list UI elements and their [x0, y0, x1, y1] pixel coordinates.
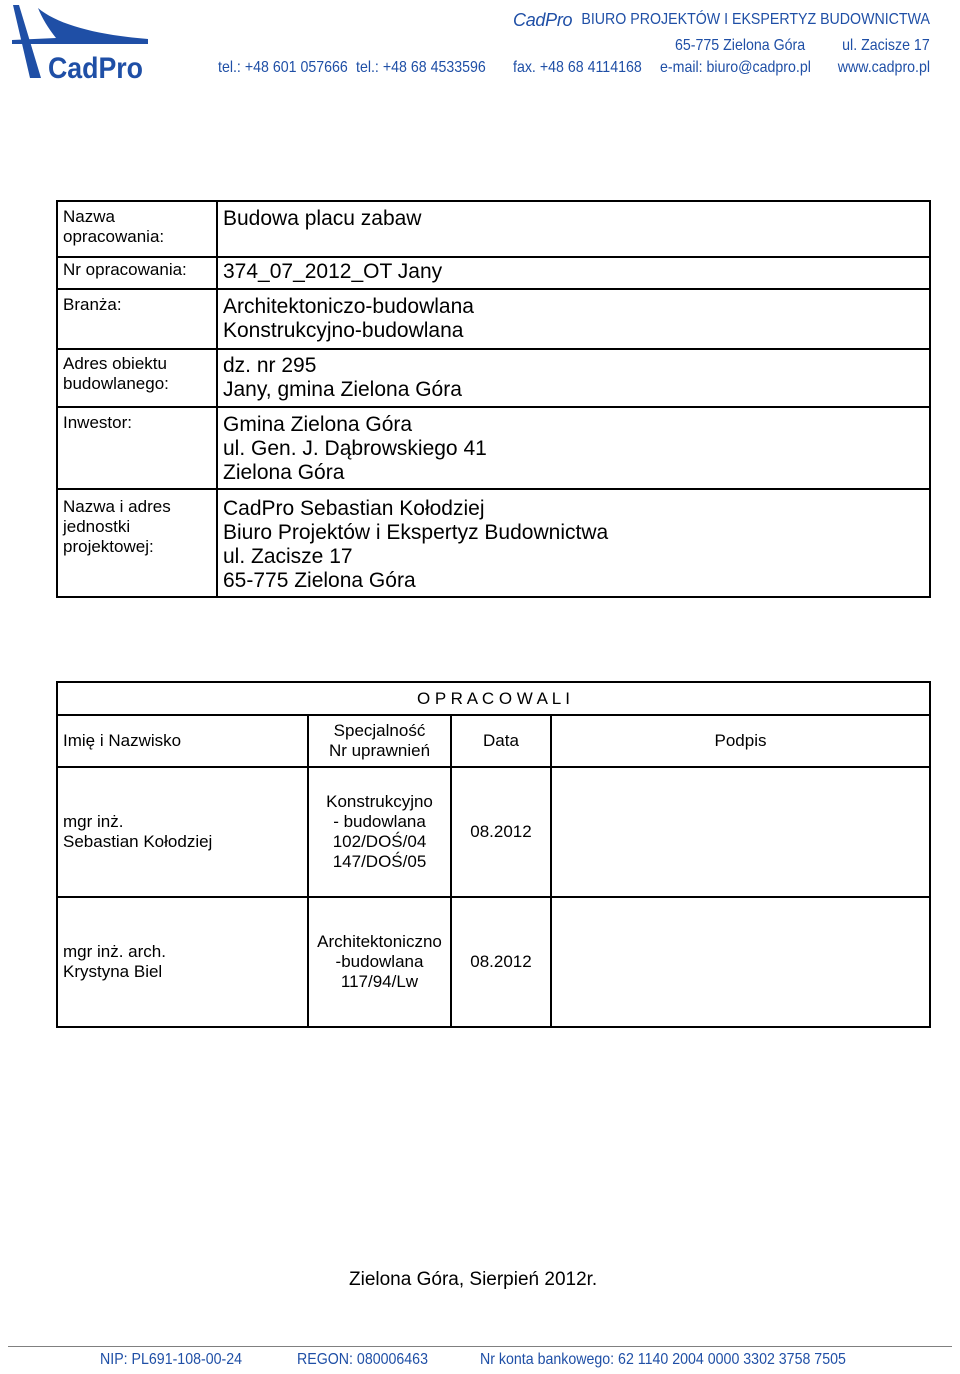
design-office-value: [217, 489, 930, 597]
value-line: Budowa placu zabaw: [223, 207, 422, 230]
value-line: ul. Gen. J. Dąbrowskiego 41: [223, 437, 487, 460]
investor-value: [217, 407, 930, 489]
discipline-label: [57, 289, 217, 349]
label-line: Nr opracowania:: [63, 260, 187, 279]
author-date: 08.2012: [451, 767, 551, 897]
project-number-label: [57, 257, 217, 289]
authors-header-row: [57, 715, 930, 767]
footer-regon: REGON: 080006463: [297, 1351, 428, 1368]
specialty-line: Konstrukcyjno: [326, 792, 433, 811]
author-row: [57, 897, 930, 1027]
row-site-address: [57, 349, 930, 407]
site-address-value: [217, 349, 930, 407]
name-line: mgr inż.: [63, 812, 124, 831]
author-specialty: [308, 897, 451, 1027]
specialty-line: 102/DOŚ/04: [332, 832, 427, 851]
row-project-name: [57, 201, 930, 257]
value-line: Zielona Góra: [223, 461, 345, 484]
project-info-table: [56, 200, 931, 598]
specialty-line: - budowlana: [333, 812, 426, 831]
project-name-label: [57, 201, 217, 257]
value-line: 65-775 Zielona Góra: [223, 569, 416, 592]
value-line: ul. Zacisze 17: [223, 545, 353, 568]
row-design-office: [57, 489, 930, 597]
company-phone-landline: tel.: +48 68 4533596: [356, 59, 486, 76]
value-line: dz. nr 295: [223, 354, 317, 377]
label-line: jednostki: [63, 517, 131, 536]
company-phone-mobile: tel.: +48 601 057666: [218, 59, 348, 76]
value-line: Gmina Zielona Góra: [223, 413, 413, 436]
author-date: 08.2012: [451, 897, 551, 1027]
label-line: Nazwa: [63, 207, 115, 226]
authors-title-row: [57, 682, 930, 715]
specialty-line: Architektoniczno: [317, 932, 442, 951]
specialty-line: 147/DOŚ/05: [332, 852, 427, 871]
author-specialty: [308, 767, 451, 897]
value-line: 374_07_2012_OT Jany: [223, 260, 443, 283]
value-line: Biuro Projektów i Ekspertyz Budownictwa: [223, 521, 609, 544]
design-office-label: [57, 489, 217, 597]
name-line: Krystyna Biel: [63, 962, 163, 981]
company-city: 65-775 Zielona Góra: [675, 37, 806, 54]
col-header-signature: Podpis: [551, 715, 930, 767]
footer-bank-account: Nr konta bankowego: 62 1140 2004 0000 3302 3758 7505: [480, 1351, 846, 1368]
place-and-date: Zielona Góra, Sierpień 2012r.: [349, 1269, 598, 1290]
value-line: Jany, gmina Zielona Góra: [223, 378, 462, 401]
label-line: Inwestor:: [63, 413, 132, 432]
label-line: opracowania:: [63, 227, 165, 246]
footer-divider: [8, 1346, 952, 1347]
site-address-label: [57, 349, 217, 407]
project-number-value: [217, 257, 930, 289]
author-signature: [551, 767, 930, 897]
company-email: e-mail: biuro@cadpro.pl: [660, 59, 811, 76]
row-project-number: [57, 257, 930, 289]
project-name-value: [217, 201, 930, 257]
footer-nip: NIP: PL691-108-00-24: [100, 1351, 243, 1368]
label-line: Adres obiektu: [63, 354, 167, 373]
cadpro-logo: [8, 3, 153, 81]
specialty-line: -budowlana: [335, 952, 424, 971]
investor-label: [57, 407, 217, 489]
discipline-value: [217, 289, 930, 349]
name-line: mgr inż. arch.: [63, 942, 166, 961]
company-website: www.cadpro.pl: [837, 59, 930, 76]
company-name: BIURO PROJEKTÓW I EKSPERTYZ BUDOWNICTWA: [581, 11, 930, 28]
specialty-line: 117/94/Lw: [340, 972, 419, 991]
author-row: [57, 767, 930, 897]
authors-table: [56, 681, 931, 1028]
label-line: budowlanego:: [63, 374, 169, 393]
author-name: [57, 897, 308, 1027]
company-street: ul. Zacisze 17: [842, 37, 930, 54]
value-line: CadPro Sebastian Kołodziej: [223, 497, 485, 520]
value-line: Architektoniczo-budowlana: [223, 295, 474, 318]
author-name: [57, 767, 308, 897]
header-line: Specjalność: [333, 721, 426, 740]
value-line: Konstrukcyjno-budowlana: [223, 319, 464, 342]
row-discipline: [57, 289, 930, 349]
logo-wordmark: CadPro: [48, 52, 143, 81]
header-line: Nr uprawnień: [328, 741, 431, 760]
col-header-name: Imię i Nazwisko: [57, 715, 308, 767]
label-line: Branża:: [63, 295, 122, 314]
authors-title: O P R A C O W A L I: [57, 682, 930, 715]
brand-name: CadPro: [513, 10, 573, 30]
label-line: projektowej:: [63, 537, 154, 556]
author-signature: [551, 897, 930, 1027]
row-investor: [57, 407, 930, 489]
col-header-specialty: [308, 715, 451, 767]
company-fax: fax. +48 68 4114168: [513, 59, 642, 76]
label-line: Nazwa i adres: [63, 497, 171, 516]
col-header-date: Data: [451, 715, 551, 767]
name-line: Sebastian Kołodziej: [63, 832, 213, 851]
